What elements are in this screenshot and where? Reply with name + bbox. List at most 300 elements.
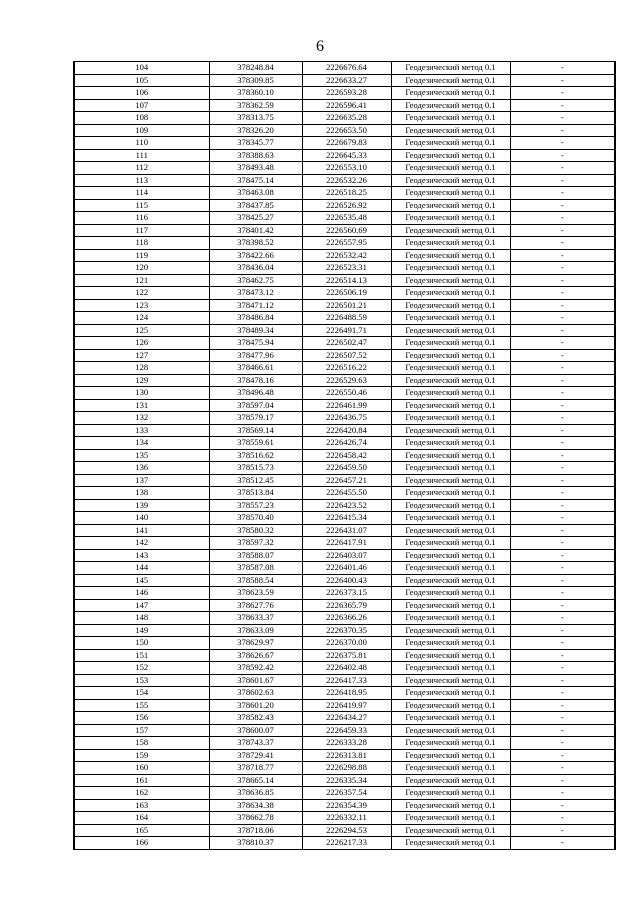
accuracy-cell: - bbox=[510, 812, 615, 825]
table-row bbox=[74, 187, 615, 200]
point-number-cell: 164 bbox=[74, 812, 209, 825]
table-row bbox=[74, 537, 615, 550]
y-coordinate-cell: 2226298.88 bbox=[302, 762, 391, 775]
accuracy-cell: - bbox=[510, 724, 615, 737]
method-cell: Геодезический метод 0.1 bbox=[391, 774, 510, 787]
x-coordinate-cell: 378486.84 bbox=[209, 312, 302, 325]
table-row bbox=[74, 137, 615, 150]
method-cell: Геодезический метод 0.1 bbox=[391, 162, 510, 175]
y-coordinate-cell: 2226436.75 bbox=[302, 412, 391, 425]
table-row bbox=[74, 199, 615, 212]
table-row bbox=[74, 337, 615, 350]
point-number-cell: 108 bbox=[74, 112, 209, 125]
point-number-cell: 106 bbox=[74, 87, 209, 100]
table-row bbox=[74, 737, 615, 750]
accuracy-cell: - bbox=[510, 674, 615, 687]
y-coordinate-cell: 2226366.26 bbox=[302, 612, 391, 625]
method-cell: Геодезический метод 0.1 bbox=[391, 187, 510, 200]
method-cell: Геодезический метод 0.1 bbox=[391, 324, 510, 337]
y-coordinate-cell: 2226526.92 bbox=[302, 199, 391, 212]
point-number-cell: 112 bbox=[74, 162, 209, 175]
method-cell: Геодезический метод 0.1 bbox=[391, 524, 510, 537]
accuracy-cell: - bbox=[510, 562, 615, 575]
y-coordinate-cell: 2226417.33 bbox=[302, 674, 391, 687]
point-number-cell: 122 bbox=[74, 287, 209, 300]
x-coordinate-cell: 378582.43 bbox=[209, 712, 302, 725]
table-row bbox=[74, 487, 615, 500]
method-cell: Геодезический метод 0.1 bbox=[391, 112, 510, 125]
accuracy-cell: - bbox=[510, 737, 615, 750]
y-coordinate-cell: 2226458.42 bbox=[302, 449, 391, 462]
table-row bbox=[74, 299, 615, 312]
accuracy-cell: - bbox=[510, 237, 615, 250]
point-number-cell: 154 bbox=[74, 687, 209, 700]
y-coordinate-cell: 2226402.48 bbox=[302, 662, 391, 675]
y-coordinate-cell: 2226635.28 bbox=[302, 112, 391, 125]
accuracy-cell: - bbox=[510, 524, 615, 537]
x-coordinate-cell: 378516.62 bbox=[209, 449, 302, 462]
x-coordinate-cell: 378437.85 bbox=[209, 199, 302, 212]
y-coordinate-cell: 2226461.99 bbox=[302, 399, 391, 412]
accuracy-cell: - bbox=[510, 137, 615, 150]
x-coordinate-cell: 378436.04 bbox=[209, 262, 302, 275]
point-number-cell: 141 bbox=[74, 524, 209, 537]
point-number-cell: 163 bbox=[74, 799, 209, 812]
method-cell: Геодезический метод 0.1 bbox=[391, 262, 510, 275]
x-coordinate-cell: 378588.54 bbox=[209, 574, 302, 587]
method-cell: Геодезический метод 0.1 bbox=[391, 374, 510, 387]
x-coordinate-cell: 378512.45 bbox=[209, 474, 302, 487]
point-number-cell: 157 bbox=[74, 724, 209, 737]
method-cell: Геодезический метод 0.1 bbox=[391, 287, 510, 300]
table-row bbox=[74, 662, 615, 675]
method-cell: Геодезический метод 0.1 bbox=[391, 549, 510, 562]
y-coordinate-cell: 2226370.35 bbox=[302, 624, 391, 637]
table-row bbox=[74, 262, 615, 275]
accuracy-cell: - bbox=[510, 637, 615, 650]
method-cell: Геодезический метод 0.1 bbox=[391, 599, 510, 612]
table-row bbox=[74, 774, 615, 787]
method-cell: Геодезический метод 0.1 bbox=[391, 487, 510, 500]
table-row bbox=[74, 62, 615, 75]
table-row bbox=[74, 674, 615, 687]
point-number-cell: 126 bbox=[74, 337, 209, 350]
method-cell: Геодезический метод 0.1 bbox=[391, 74, 510, 87]
method-cell: Геодезический метод 0.1 bbox=[391, 362, 510, 375]
point-number-cell: 104 bbox=[74, 62, 209, 75]
method-cell: Геодезический метод 0.1 bbox=[391, 412, 510, 425]
point-number-cell: 160 bbox=[74, 762, 209, 775]
point-number-cell: 152 bbox=[74, 662, 209, 675]
table-row bbox=[74, 174, 615, 187]
x-coordinate-cell: 378592.42 bbox=[209, 662, 302, 675]
x-coordinate-cell: 378718.77 bbox=[209, 762, 302, 775]
method-cell: Геодезический метод 0.1 bbox=[391, 587, 510, 600]
y-coordinate-cell: 2226514.13 bbox=[302, 274, 391, 287]
x-coordinate-cell: 378496.48 bbox=[209, 387, 302, 400]
point-number-cell: 136 bbox=[74, 462, 209, 475]
accuracy-cell: - bbox=[510, 249, 615, 262]
accuracy-cell: - bbox=[510, 762, 615, 775]
y-coordinate-cell: 2226529.63 bbox=[302, 374, 391, 387]
method-cell: Геодезический метод 0.1 bbox=[391, 237, 510, 250]
method-cell: Геодезический метод 0.1 bbox=[391, 437, 510, 450]
x-coordinate-cell: 378588.07 bbox=[209, 549, 302, 562]
point-number-cell: 119 bbox=[74, 249, 209, 262]
accuracy-cell: - bbox=[510, 124, 615, 137]
x-coordinate-cell: 378627.76 bbox=[209, 599, 302, 612]
method-cell: Геодезический метод 0.1 bbox=[391, 274, 510, 287]
table-row bbox=[74, 149, 615, 162]
method-cell: Геодезический метод 0.1 bbox=[391, 62, 510, 75]
table-row bbox=[74, 87, 615, 100]
method-cell: Геодезический метод 0.1 bbox=[391, 337, 510, 350]
point-number-cell: 165 bbox=[74, 824, 209, 837]
y-coordinate-cell: 2226633.27 bbox=[302, 74, 391, 87]
accuracy-cell: - bbox=[510, 212, 615, 225]
accuracy-cell: - bbox=[510, 287, 615, 300]
x-coordinate-cell: 378634.38 bbox=[209, 799, 302, 812]
accuracy-cell: - bbox=[510, 62, 615, 75]
table-row bbox=[74, 112, 615, 125]
table-row bbox=[74, 212, 615, 225]
point-number-cell: 148 bbox=[74, 612, 209, 625]
method-cell: Геодезический метод 0.1 bbox=[391, 762, 510, 775]
method-cell: Геодезический метод 0.1 bbox=[391, 662, 510, 675]
x-coordinate-cell: 378345.77 bbox=[209, 137, 302, 150]
method-cell: Геодезический метод 0.1 bbox=[391, 399, 510, 412]
table-row bbox=[74, 387, 615, 400]
method-cell: Геодезический метод 0.1 bbox=[391, 562, 510, 575]
point-number-cell: 123 bbox=[74, 299, 209, 312]
point-number-cell: 135 bbox=[74, 449, 209, 462]
x-coordinate-cell: 378597.32 bbox=[209, 537, 302, 550]
accuracy-cell: - bbox=[510, 299, 615, 312]
table-row bbox=[74, 624, 615, 637]
table-row bbox=[74, 762, 615, 775]
method-cell: Геодезический метод 0.1 bbox=[391, 699, 510, 712]
accuracy-cell: - bbox=[510, 187, 615, 200]
x-coordinate-cell: 378478.16 bbox=[209, 374, 302, 387]
y-coordinate-cell: 2226679.83 bbox=[302, 137, 391, 150]
point-number-cell: 125 bbox=[74, 324, 209, 337]
table-row bbox=[74, 749, 615, 762]
x-coordinate-cell: 378362.59 bbox=[209, 99, 302, 112]
point-number-cell: 134 bbox=[74, 437, 209, 450]
coordinates-table bbox=[73, 61, 616, 850]
table-row bbox=[74, 474, 615, 487]
point-number-cell: 109 bbox=[74, 124, 209, 137]
method-cell: Геодезический метод 0.1 bbox=[391, 837, 510, 850]
y-coordinate-cell: 2226676.64 bbox=[302, 62, 391, 75]
point-number-cell: 127 bbox=[74, 349, 209, 362]
table-row bbox=[74, 399, 615, 412]
method-cell: Геодезический метод 0.1 bbox=[391, 687, 510, 700]
method-cell: Геодезический метод 0.1 bbox=[391, 724, 510, 737]
y-coordinate-cell: 2226457.21 bbox=[302, 474, 391, 487]
accuracy-cell: - bbox=[510, 412, 615, 425]
method-cell: Геодезический метод 0.1 bbox=[391, 212, 510, 225]
point-number-cell: 116 bbox=[74, 212, 209, 225]
point-number-cell: 115 bbox=[74, 199, 209, 212]
point-number-cell: 155 bbox=[74, 699, 209, 712]
accuracy-cell: - bbox=[510, 312, 615, 325]
point-number-cell: 129 bbox=[74, 374, 209, 387]
y-coordinate-cell: 2226423.52 bbox=[302, 499, 391, 512]
method-cell: Геодезический метод 0.1 bbox=[391, 99, 510, 112]
accuracy-cell: - bbox=[510, 474, 615, 487]
x-coordinate-cell: 378557.23 bbox=[209, 499, 302, 512]
accuracy-cell: - bbox=[510, 487, 615, 500]
accuracy-cell: - bbox=[510, 362, 615, 375]
y-coordinate-cell: 2226518.25 bbox=[302, 187, 391, 200]
method-cell: Геодезический метод 0.1 bbox=[391, 574, 510, 587]
x-coordinate-cell: 378398.52 bbox=[209, 237, 302, 250]
point-number-cell: 151 bbox=[74, 649, 209, 662]
accuracy-cell: - bbox=[510, 699, 615, 712]
y-coordinate-cell: 2226653.50 bbox=[302, 124, 391, 137]
y-coordinate-cell: 2226553.10 bbox=[302, 162, 391, 175]
table-row bbox=[74, 99, 615, 112]
x-coordinate-cell: 378729.41 bbox=[209, 749, 302, 762]
point-number-cell: 131 bbox=[74, 399, 209, 412]
accuracy-cell: - bbox=[510, 687, 615, 700]
y-coordinate-cell: 2226596.41 bbox=[302, 99, 391, 112]
x-coordinate-cell: 378471.12 bbox=[209, 299, 302, 312]
accuracy-cell: - bbox=[510, 499, 615, 512]
x-coordinate-cell: 378466.61 bbox=[209, 362, 302, 375]
table-row bbox=[74, 562, 615, 575]
x-coordinate-cell: 378587.08 bbox=[209, 562, 302, 575]
y-coordinate-cell: 2226365.79 bbox=[302, 599, 391, 612]
table-row bbox=[74, 362, 615, 375]
x-coordinate-cell: 378493.48 bbox=[209, 162, 302, 175]
accuracy-cell: - bbox=[510, 749, 615, 762]
y-coordinate-cell: 2226294.53 bbox=[302, 824, 391, 837]
x-coordinate-cell: 378515.73 bbox=[209, 462, 302, 475]
page-number: 6 bbox=[316, 38, 324, 55]
x-coordinate-cell: 378401.42 bbox=[209, 224, 302, 237]
y-coordinate-cell: 2226418.95 bbox=[302, 687, 391, 700]
x-coordinate-cell: 378602.63 bbox=[209, 687, 302, 700]
accuracy-cell: - bbox=[510, 824, 615, 837]
table-row bbox=[74, 524, 615, 537]
accuracy-cell: - bbox=[510, 712, 615, 725]
x-coordinate-cell: 378513.84 bbox=[209, 487, 302, 500]
x-coordinate-cell: 378636.85 bbox=[209, 787, 302, 800]
point-number-cell: 140 bbox=[74, 512, 209, 525]
x-coordinate-cell: 378570.40 bbox=[209, 512, 302, 525]
y-coordinate-cell: 2226420.84 bbox=[302, 424, 391, 437]
table-row bbox=[74, 574, 615, 587]
point-number-cell: 130 bbox=[74, 387, 209, 400]
y-coordinate-cell: 2226506.19 bbox=[302, 287, 391, 300]
accuracy-cell: - bbox=[510, 549, 615, 562]
point-number-cell: 114 bbox=[74, 187, 209, 200]
y-coordinate-cell: 2226459.50 bbox=[302, 462, 391, 475]
y-coordinate-cell: 2226434.27 bbox=[302, 712, 391, 725]
table-row bbox=[74, 124, 615, 137]
x-coordinate-cell: 378475.94 bbox=[209, 337, 302, 350]
table-row bbox=[74, 287, 615, 300]
point-number-cell: 111 bbox=[74, 149, 209, 162]
method-cell: Геодезический метод 0.1 bbox=[391, 387, 510, 400]
table-row bbox=[74, 799, 615, 812]
point-number-cell: 159 bbox=[74, 749, 209, 762]
y-coordinate-cell: 2226426.74 bbox=[302, 437, 391, 450]
table-row bbox=[74, 374, 615, 387]
y-coordinate-cell: 2226501.21 bbox=[302, 299, 391, 312]
x-coordinate-cell: 378248.84 bbox=[209, 62, 302, 75]
x-coordinate-cell: 378473.12 bbox=[209, 287, 302, 300]
method-cell: Геодезический метод 0.1 bbox=[391, 537, 510, 550]
point-number-cell: 142 bbox=[74, 537, 209, 550]
x-coordinate-cell: 378662.78 bbox=[209, 812, 302, 825]
accuracy-cell: - bbox=[510, 174, 615, 187]
table-row bbox=[74, 437, 615, 450]
accuracy-cell: - bbox=[510, 199, 615, 212]
y-coordinate-cell: 2226217.33 bbox=[302, 837, 391, 850]
point-number-cell: 107 bbox=[74, 99, 209, 112]
table-row bbox=[74, 249, 615, 262]
point-number-cell: 121 bbox=[74, 274, 209, 287]
method-cell: Геодезический метод 0.1 bbox=[391, 462, 510, 475]
accuracy-cell: - bbox=[510, 112, 615, 125]
accuracy-cell: - bbox=[510, 837, 615, 850]
table-row bbox=[74, 462, 615, 475]
x-coordinate-cell: 378559.61 bbox=[209, 437, 302, 450]
y-coordinate-cell: 2226560.69 bbox=[302, 224, 391, 237]
method-cell: Геодезический метод 0.1 bbox=[391, 737, 510, 750]
y-coordinate-cell: 2226419.97 bbox=[302, 699, 391, 712]
method-cell: Геодезический метод 0.1 bbox=[391, 812, 510, 825]
table-row bbox=[74, 687, 615, 700]
y-coordinate-cell: 2226550.46 bbox=[302, 387, 391, 400]
accuracy-cell: - bbox=[510, 787, 615, 800]
accuracy-cell: - bbox=[510, 424, 615, 437]
table-row bbox=[74, 787, 615, 800]
x-coordinate-cell: 378422.66 bbox=[209, 249, 302, 262]
accuracy-cell: - bbox=[510, 224, 615, 237]
point-number-cell: 128 bbox=[74, 362, 209, 375]
accuracy-cell: - bbox=[510, 799, 615, 812]
method-cell: Геодезический метод 0.1 bbox=[391, 674, 510, 687]
table-row bbox=[74, 349, 615, 362]
y-coordinate-cell: 2226455.50 bbox=[302, 487, 391, 500]
y-coordinate-cell: 2226370.00 bbox=[302, 637, 391, 650]
accuracy-cell: - bbox=[510, 274, 615, 287]
method-cell: Геодезический метод 0.1 bbox=[391, 224, 510, 237]
point-number-cell: 144 bbox=[74, 562, 209, 575]
y-coordinate-cell: 2226354.39 bbox=[302, 799, 391, 812]
accuracy-cell: - bbox=[510, 99, 615, 112]
x-coordinate-cell: 378623.59 bbox=[209, 587, 302, 600]
point-number-cell: 158 bbox=[74, 737, 209, 750]
table-row bbox=[74, 837, 615, 850]
y-coordinate-cell: 2226400.43 bbox=[302, 574, 391, 587]
method-cell: Геодезический метод 0.1 bbox=[391, 712, 510, 725]
method-cell: Геодезический метод 0.1 bbox=[391, 174, 510, 187]
y-coordinate-cell: 2226535.48 bbox=[302, 212, 391, 225]
method-cell: Геодезический метод 0.1 bbox=[391, 799, 510, 812]
x-coordinate-cell: 378626.67 bbox=[209, 649, 302, 662]
method-cell: Геодезический метод 0.1 bbox=[391, 637, 510, 650]
table-row bbox=[74, 712, 615, 725]
method-cell: Геодезический метод 0.1 bbox=[391, 312, 510, 325]
table-row bbox=[74, 162, 615, 175]
y-coordinate-cell: 2226532.26 bbox=[302, 174, 391, 187]
table-row bbox=[74, 237, 615, 250]
x-coordinate-cell: 378463.08 bbox=[209, 187, 302, 200]
accuracy-cell: - bbox=[510, 399, 615, 412]
y-coordinate-cell: 2226532.42 bbox=[302, 249, 391, 262]
y-coordinate-cell: 2226332.11 bbox=[302, 812, 391, 825]
table-row bbox=[74, 599, 615, 612]
table-row bbox=[74, 224, 615, 237]
method-cell: Геодезический метод 0.1 bbox=[391, 624, 510, 637]
y-coordinate-cell: 2226401.46 bbox=[302, 562, 391, 575]
table-row bbox=[74, 274, 615, 287]
accuracy-cell: - bbox=[510, 612, 615, 625]
method-cell: Геодезический метод 0.1 bbox=[391, 749, 510, 762]
y-coordinate-cell: 2226373.15 bbox=[302, 587, 391, 600]
point-number-cell: 156 bbox=[74, 712, 209, 725]
y-coordinate-cell: 2226557.95 bbox=[302, 237, 391, 250]
point-number-cell: 147 bbox=[74, 599, 209, 612]
accuracy-cell: - bbox=[510, 149, 615, 162]
accuracy-cell: - bbox=[510, 449, 615, 462]
point-number-cell: 150 bbox=[74, 637, 209, 650]
method-cell: Геодезический метод 0.1 bbox=[391, 449, 510, 462]
point-number-cell: 124 bbox=[74, 312, 209, 325]
y-coordinate-cell: 2226459.33 bbox=[302, 724, 391, 737]
x-coordinate-cell: 378665.14 bbox=[209, 774, 302, 787]
method-cell: Геодезический метод 0.1 bbox=[391, 137, 510, 150]
table-row bbox=[74, 824, 615, 837]
table-row bbox=[74, 424, 615, 437]
y-coordinate-cell: 2226431.07 bbox=[302, 524, 391, 537]
x-coordinate-cell: 378810.37 bbox=[209, 837, 302, 850]
method-cell: Геодезический метод 0.1 bbox=[391, 349, 510, 362]
point-number-cell: 132 bbox=[74, 412, 209, 425]
table-row bbox=[74, 549, 615, 562]
accuracy-cell: - bbox=[510, 624, 615, 637]
table-row bbox=[74, 812, 615, 825]
x-coordinate-cell: 378597.04 bbox=[209, 399, 302, 412]
y-coordinate-cell: 2226507.52 bbox=[302, 349, 391, 362]
accuracy-cell: - bbox=[510, 337, 615, 350]
method-cell: Геодезический метод 0.1 bbox=[391, 787, 510, 800]
table-row bbox=[74, 724, 615, 737]
x-coordinate-cell: 378309.85 bbox=[209, 74, 302, 87]
x-coordinate-cell: 378579.17 bbox=[209, 412, 302, 425]
method-cell: Геодезический метод 0.1 bbox=[391, 149, 510, 162]
y-coordinate-cell: 2226313.81 bbox=[302, 749, 391, 762]
x-coordinate-cell: 378326.20 bbox=[209, 124, 302, 137]
x-coordinate-cell: 378475.14 bbox=[209, 174, 302, 187]
accuracy-cell: - bbox=[510, 537, 615, 550]
point-number-cell: 120 bbox=[74, 262, 209, 275]
y-coordinate-cell: 2226488.59 bbox=[302, 312, 391, 325]
point-number-cell: 133 bbox=[74, 424, 209, 437]
x-coordinate-cell: 378743.37 bbox=[209, 737, 302, 750]
accuracy-cell: - bbox=[510, 774, 615, 787]
y-coordinate-cell: 2226502.47 bbox=[302, 337, 391, 350]
method-cell: Геодезический метод 0.1 bbox=[391, 512, 510, 525]
accuracy-cell: - bbox=[510, 649, 615, 662]
point-number-cell: 105 bbox=[74, 74, 209, 87]
table-row bbox=[74, 312, 615, 325]
